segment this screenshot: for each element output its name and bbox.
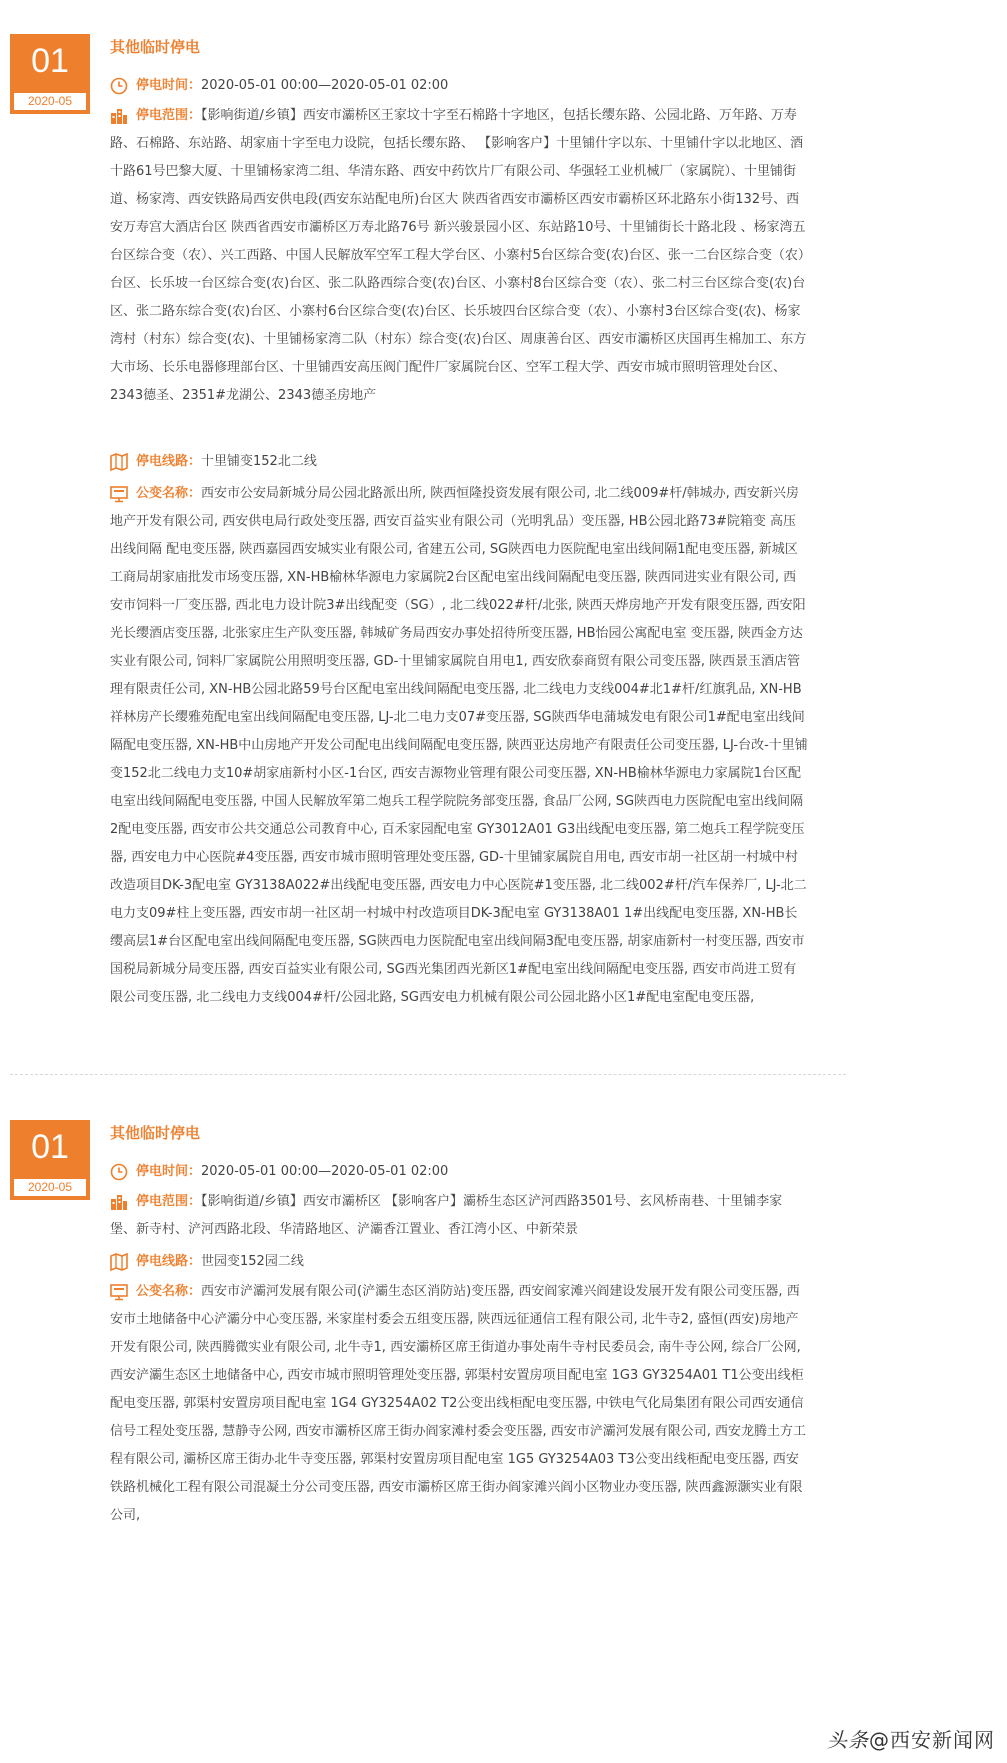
monitor-icon — [110, 485, 128, 503]
transformer-value: 西安市公安局新城分局公园北路派出所, 陕西恒隆投资发展有限公司, 北二线009#杆/韩城办, 西安新兴房地产开发有限公司, 西安供电局行政处变压器, 西安百益实业有限公司（光明乳品）变压器, HB公园北路73#院箱变 高压出线间隔 配电变压器, 陕西嘉园西安城实业有限公司, 省建五公司, SG陕西电力医院配电室出线间隔1配电变压器, 新城区工商局胡家庙批发市场变压器, XN-HB榆林华源电力家属院2台区配电室出线间隔配电变压器, 陕西同进实业有限公司, 西安市饲料一厂变压器, 西北电力设计院3#出线配变（SG）, 北二线022#杆/北张, 陕西天烨房地产开发有限变压器, 西安阳光长缨酒店变压器, 北张家庄生产队变压器, 韩城矿务局西安办事处招待所变压器, HB怡园公寓配电室 变压器, 陕西金方达实业有限公司, 饲料厂家属院公用照明变压器, GD-十里铺家属院自用电1, 西安欣泰商贸有限公司变压器, 陕西景玉酒店管理有限责任公司, XN-HB公园北路59号台区配电室出线间隔配电变压器, 北二线电力支线004#北1#杆/红旗乳品, XN-HB祥林房产长缨雅苑配电室出线间隔配电变压器, LJ-北二电力支07#变压器, SG陕西华电蒲城发电有限公司1#配电室出线间隔配电变压器, XN-HB中山房地产开发公司配电出线间隔配电变压器, 陕西亚达房地产有限责任公司变压器, LJ-台改-十里铺变152北二线电力支10#胡家庙新村小区-1台区, 西安吉源物业管理有限公司变压器, XN-HB榆林华源电力家属院1台区配电室出线间隔配电变压器, 中国人民解放军第二炮兵工程学院院务部变压器, 食品厂公网, SG陕西电力医院配电室出线间隔2配电变压器, 西安市公共交通总公司教育中心, 百禾家园配电室 GY3012A01 G3出线配电变压器, 第二炮兵工程学院变压器, 西安电力中心医院#4变压器, 西安市城市照明管理处变压器, GD-十里铺家属院自用电, 西安市胡一社区胡一村城中村改造项目DK-3配电室 GY3138A022#出线配电变压器, 西安电力中心医院#1变压器, 北二线002#杆/汽车保养厂, LJ-北二电力支09#柱上变压器, 西安市胡一社区胡一村城中村改造项目DK-3配电室 GY3138A01 1#出线配电变压器, XN-HB长缨高层1#台区配电室出线间隔配电变压器, SG陕西电力医院配电室出线间隔3配电变压器, 胡家庙新村一村变压器, 西安市国税局新城分局变压器, 西安百益实业有限公司, SG西光集团西光新区1#配电室出线间隔配电变压器, 西安市尚进工贸有限公司变压器, 北二线电力支线004#杆/公园北路, SG西安电力机械有限公司公园北路小区1#配电室配电变压器, — [110, 486, 808, 1005]
outage-time-value: 2020-05-01 00:00—2020-05-01 02:00 — [201, 1164, 449, 1179]
outage-area-label: 停电范围： — [136, 108, 202, 123]
date-day: 01 — [31, 1128, 69, 1166]
date-day: 01 — [31, 42, 69, 80]
outage-line-row — [110, 1248, 808, 1276]
transformer-label: 公变名称： — [136, 1284, 202, 1299]
buildings-icon — [110, 1193, 128, 1211]
section-divider — [10, 1074, 846, 1075]
outage-area-value: 【影响街道/乡镇】西安市灞桥区 【影响客户】灞桥生态区浐河西路3501号、玄风桥南巷、十里铺李家堡、新寺村、浐河西路北段、华清路地区、浐灞香江置业、香江湾小区、中新荣景 — [110, 1194, 783, 1237]
monitor-icon — [110, 1283, 128, 1301]
outage-line-label: 停电线路： — [136, 454, 202, 469]
date-badge — [10, 1120, 90, 1200]
map-icon — [110, 1253, 128, 1271]
outage-line-row — [110, 448, 808, 476]
map-icon — [110, 453, 128, 471]
outage-time-row — [110, 1158, 808, 1186]
outage-area-row — [110, 102, 808, 410]
outage-time-label: 停电时间： — [136, 78, 202, 93]
transformer-row — [110, 480, 808, 1012]
buildings-icon — [110, 107, 128, 125]
outage-line-value: 十里铺变152北二线 — [201, 454, 317, 469]
transformer-label: 公变名称： — [136, 486, 202, 501]
outage-line-label: 停电线路： — [136, 1254, 202, 1269]
notice-title: 其他临时停电 — [110, 1124, 201, 1142]
outage-area-value: 【影响街道/乡镇】西安市灞桥区王家坟十字至石棉路十字地区，包括长缨东路、公园北路、万年路、万寿路、石棉路、东站路、胡家庙十字至电力设院，包括长缨东路、 【影响客户】十里铺什字以东、十里铺什字以北地区、酒十路61号巴黎大厦、十里铺杨家湾二组、华清东路、西安中药饮片厂有限公司、华强轻工业机械厂（家属院）、十里铺街道、杨家湾、西安铁路局西安供电段(西安东站配电所)台区大 陕西省西安市灞桥区西安市霸桥区环北路东小街132号、西安万寿宫大酒店台区 陕西省西安市灞桥区万寿北路76号 新兴骏景园小区、东站路10号、十里铺街长十路北段 、杨家湾五台区综合变（农）、兴工西路、中国人民解放军空军工程大学台区、小寨村5台区综合变(农)台区、张一二台区综合变（农）台区、长乐坡一台区综合变(农)台区、张二队路西综合变(农)台区、小寨村8台区综合变（农）、张二村三台区综合变(农)台区、张二路东综合变(农)台区、小寨村6台区综合变(农)台区、长乐坡四台区综合变（农）、小寨村3台区综合变(农)、杨家湾村（村东）综合变(农)、十里铺杨家湾二队（村东）综合变(农)台区、周康善台区、西安市灞桥区庆国再生棉加工、东方大市场、长乐电器修理部台区、十里铺西安高压阀门配件厂家属院台区、空军工程大学、西安市城市照明管理处台区、2343德圣、2351#龙湖公、2343德圣房地产 — [110, 108, 807, 403]
outage-time-value: 2020-05-01 00:00—2020-05-01 02:00 — [201, 78, 449, 93]
outage-time-label: 停电时间： — [136, 1164, 202, 1179]
watermark-at: @ — [869, 1728, 890, 1752]
outage-area-label: 停电范围： — [136, 1194, 202, 1209]
source-watermark — [827, 1724, 995, 1753]
notice-title: 其他临时停电 — [110, 38, 201, 56]
date-month: 2020-05 — [14, 93, 86, 110]
outage-time-row — [110, 72, 808, 100]
transformer-value: 西安市浐灞河发展有限公司(浐灞生态区消防站)变压器, 西安阎家滩兴阎建设发展开发有限公司变压器, 西安市土地储备中心浐灞分中心变压器, 米家崖村委会五组变压器, 陕西远征通信工程有限公司, 北牛寺2, 盛恒(西安)房地产开发有限公司, 陕西腾微实业有限公司, 北牛寺1, 西安灞桥区席王街道办事处南牛寺村民委员会, 南牛寺公网, 综合厂公网, 西安浐灞生态区土地储备中心, 西安市城市照明管理处变压器, 郭渠村安置房项目配电室 1G3 GY3254A01 T1公变出线柜配电变压器, 郭渠村安置房项目配电室 1G4 GY3254A02 T2公变出线柜配电变压器, 中铁电气化局集团有限公司西安通信信号工程处变压器, 慧静寺公网, 西安市灞桥区席王街办阎家滩村委会变压器, 西安市浐灞河发展有限公司, 西安龙腾土方工程有限公司, 灞桥区席王街办北牛寺变压器, 郭渠村安置房项目配电室 1G5 GY3254A03 T3公变出线柜配电变压器, 西安铁路机械化工程有限公司混凝土分公司变压器, 西安市灞桥区席王街办阎家滩兴阎小区物业办变压器, 陕西鑫源灏实业有限公司, — [110, 1284, 807, 1523]
transformer-row — [110, 1278, 808, 1530]
clock-icon — [110, 1163, 128, 1181]
watermark-account: 西安新闻网 — [890, 1728, 995, 1752]
outage-line-value: 世园变152园二线 — [201, 1254, 304, 1269]
clock-icon — [110, 77, 128, 95]
outage-area-row — [110, 1188, 808, 1244]
watermark-brand: 头条 — [827, 1728, 869, 1752]
date-month: 2020-05 — [14, 1179, 86, 1196]
date-badge — [10, 34, 90, 114]
